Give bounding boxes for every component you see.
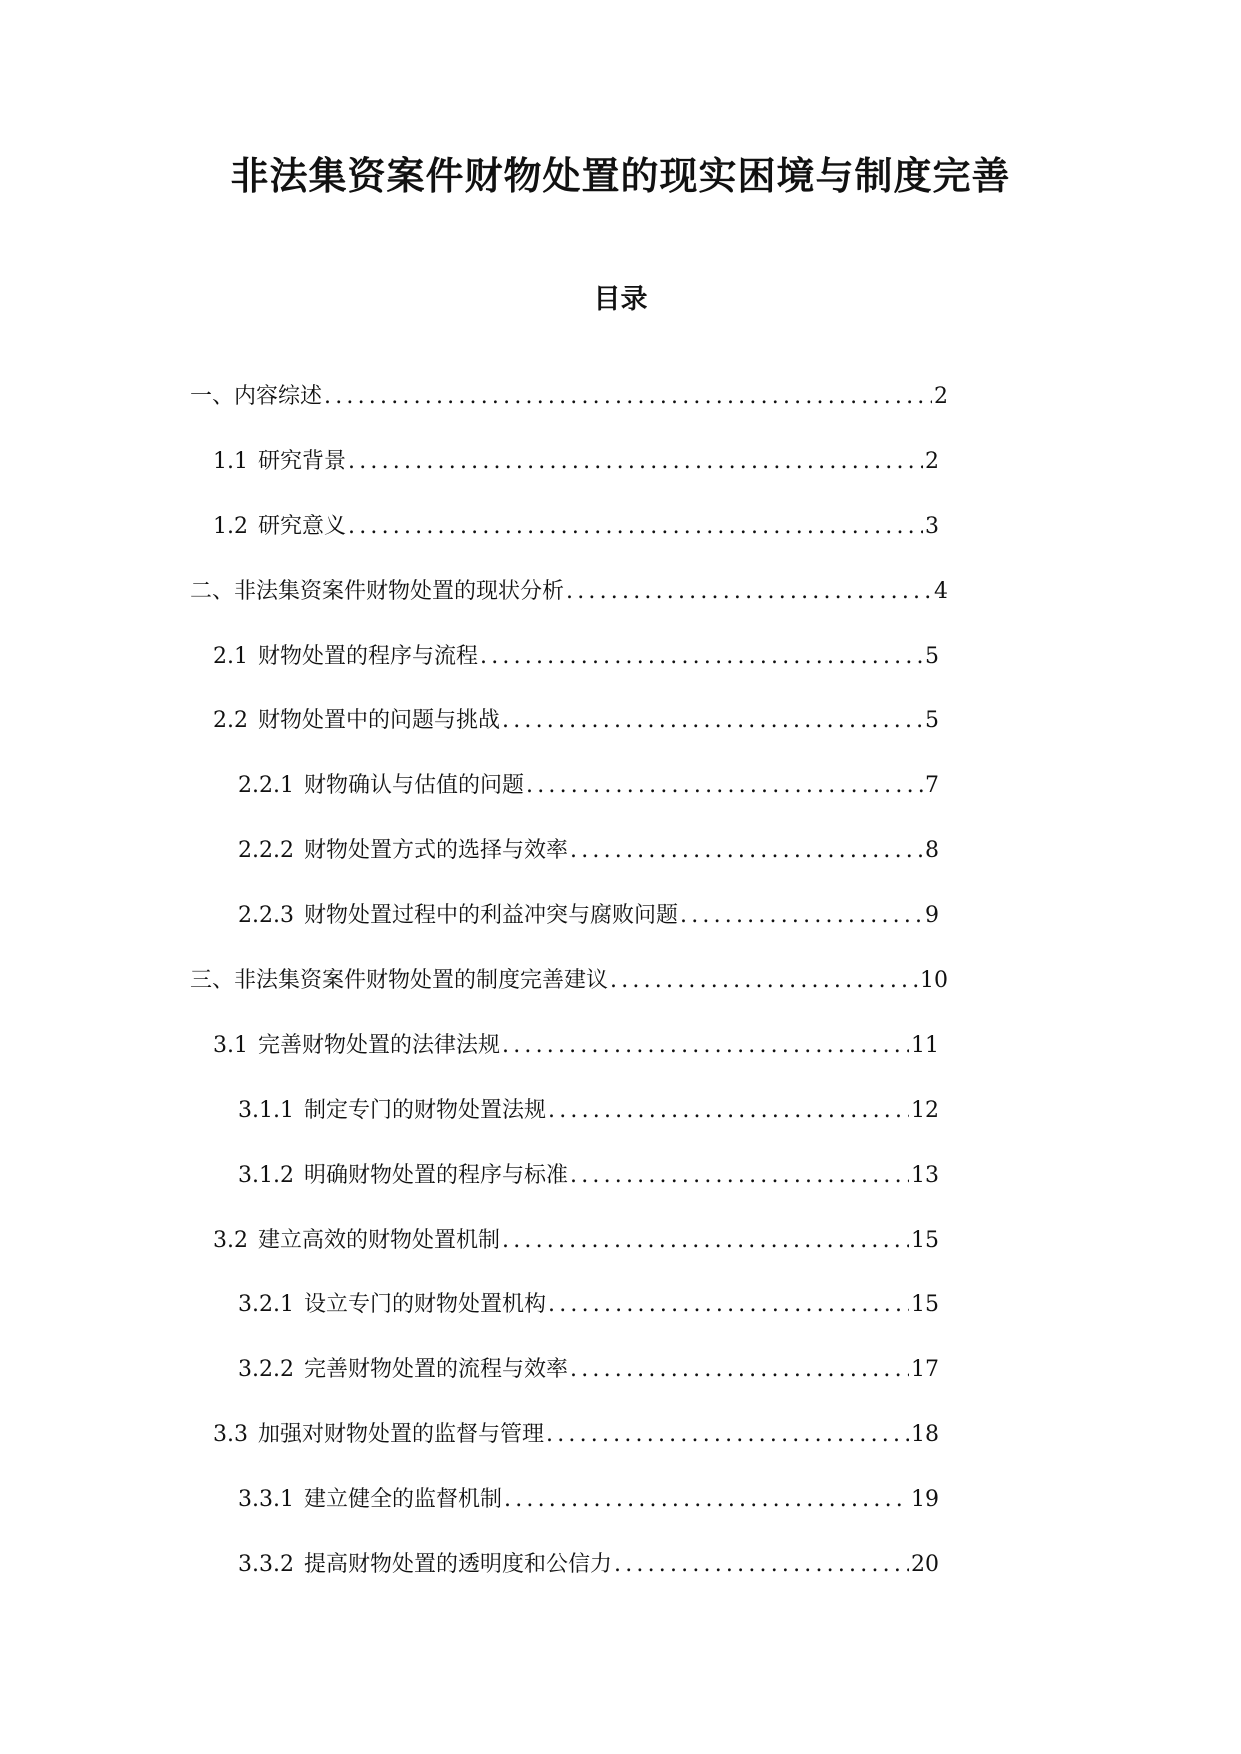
toc-entry-title: 提高财物处置的透明度和公信力 [303,1552,612,1578]
toc-entry-number: 3.1.2 [238,1162,294,1188]
toc-entry-title: 财物处置中的问题与挑战 [258,708,501,734]
toc-entry[interactable] [0,1159,1241,1224]
toc-entry[interactable] [0,575,1241,640]
toc-entry-title: 内容综述 [234,384,323,409]
toc-entry-title: 加强对财物处置的监督与管理 [258,1422,545,1448]
toc-entry-page-number: 3 [925,513,939,539]
toc-dot-leader [502,1224,909,1258]
toc-entry-title: 非法集资案件财物处置的制度完善建议 [234,968,609,994]
toc-entry-page-number: 2 [925,448,939,474]
toc-entry-number: 2.2 [213,708,248,734]
toc-dot-leader [570,1353,909,1387]
toc-entry-title: 建立高效的财物处置机制 [258,1227,501,1253]
toc-entry-title: 财物处置的程序与流程 [258,643,479,669]
toc-entry[interactable] [0,1224,1241,1289]
toc-entry-page-number: 9 [925,903,939,929]
toc-dot-leader [548,1288,909,1322]
toc-entry[interactable] [0,380,1241,445]
toc-entry-page-number: 18 [911,1422,939,1448]
toc-entry-page-number: 10 [920,968,948,994]
toc-entry[interactable] [0,1353,1241,1418]
toc-dot-leader [570,1159,909,1193]
toc-entry-number: 3.1.1 [238,1097,294,1123]
toc-heading: 目录 [593,284,648,315]
toc-entry[interactable] [0,1094,1241,1159]
toc-dot-leader [504,1483,909,1517]
toc-entry-title: 非法集资案件财物处置的现状分析 [234,578,565,604]
toc-dot-leader [348,510,923,544]
toc-entry-title: 明确财物处置的程序与标准 [303,1162,568,1188]
toc-entry-title: 建立健全的监督机制 [303,1487,502,1513]
toc-entry-number: 2.2.3 [238,903,294,929]
toc-entry-title: 设立专门的财物处置机构 [303,1292,546,1318]
toc-entry-page-number: 15 [911,1292,939,1318]
toc-entry[interactable] [0,1288,1241,1353]
toc-dot-leader [502,704,923,738]
toc-entry-page-number: 11 [911,1032,939,1058]
toc-entry-page-number: 5 [925,708,939,734]
document-title: 非法集资案件财物处置的现实困境与制度完善 [230,154,1011,198]
toc-entry-title: 财物处置方式的选择与效率 [303,838,568,864]
toc-entry-page-number: 5 [925,643,939,669]
toc-dot-leader [502,1029,909,1063]
toc-entry-page-number: 20 [911,1552,939,1578]
toc-dot-leader [324,380,932,414]
toc-entry-page-number: 7 [925,773,939,799]
toc-entry[interactable] [0,445,1241,510]
toc-dot-leader [610,964,918,998]
toc-entry[interactable] [0,510,1241,575]
toc-entry-title: 财物确认与估值的问题 [303,773,524,799]
toc-entry-page-number: 19 [911,1487,939,1513]
toc-entry-number: 3.1 [213,1032,248,1058]
toc-dot-leader [548,1094,909,1128]
toc-entry[interactable] [0,1418,1241,1483]
toc-entry-page-number: 13 [911,1162,939,1188]
toc-entry[interactable] [0,964,1241,1029]
toc-entry-title: 研究意义 [258,513,347,539]
toc-entry-number: 3.3.1 [238,1487,294,1513]
toc-dot-leader [348,445,923,479]
toc-dot-leader [546,1418,909,1452]
toc-dot-leader [680,899,923,933]
toc-entry-number: 3.2.2 [238,1357,294,1383]
toc-entry-title: 制定专门的财物处置法规 [303,1097,546,1123]
toc-entry-number: 一、 [190,384,235,409]
toc-entry-number: 2.1 [213,643,248,669]
toc-entry-number: 二、 [190,578,235,604]
toc-dot-leader [566,575,932,609]
toc-entry-title: 研究背景 [258,448,347,474]
toc-entry-page-number: 15 [911,1227,939,1253]
toc-entry-page-number: 17 [911,1357,939,1383]
toc-entry-number: 2.2.2 [238,838,294,864]
toc-entry[interactable] [0,899,1241,964]
toc-dot-leader [526,769,923,803]
toc-entry[interactable] [0,834,1241,899]
toc-entry[interactable] [0,704,1241,769]
toc-entry-page-number: 2 [934,384,948,409]
toc-entry-number: 2.2.1 [238,773,294,799]
toc-entry-number: 1.2 [213,513,248,539]
toc-entry[interactable] [0,1483,1241,1548]
toc-entry-title: 财物处置过程中的利益冲突与腐败问题 [303,903,678,929]
toc-entry-number: 3.3.2 [238,1552,294,1578]
toc-entry-page-number: 8 [925,838,939,864]
toc-entry-number: 3.2 [213,1227,248,1253]
toc-entry-title: 完善财物处置的流程与效率 [303,1357,568,1383]
toc-dot-leader [480,640,923,674]
toc-entry-number: 3.2.1 [238,1292,294,1318]
table-of-contents [0,380,1241,1613]
toc-entry[interactable] [0,1029,1241,1094]
toc-entry[interactable] [0,769,1241,834]
toc-entry-page-number: 12 [911,1097,939,1123]
toc-entry-page-number: 4 [934,578,948,604]
toc-entry-number: 3.3 [213,1422,248,1448]
toc-entry-title: 完善财物处置的法律法规 [258,1032,501,1058]
toc-dot-leader [570,834,923,868]
toc-entry[interactable] [0,640,1241,705]
toc-entry-number: 三、 [190,968,235,994]
toc-dot-leader [614,1548,909,1582]
toc-entry-number: 1.1 [213,448,248,474]
toc-entry[interactable] [0,1548,1241,1613]
